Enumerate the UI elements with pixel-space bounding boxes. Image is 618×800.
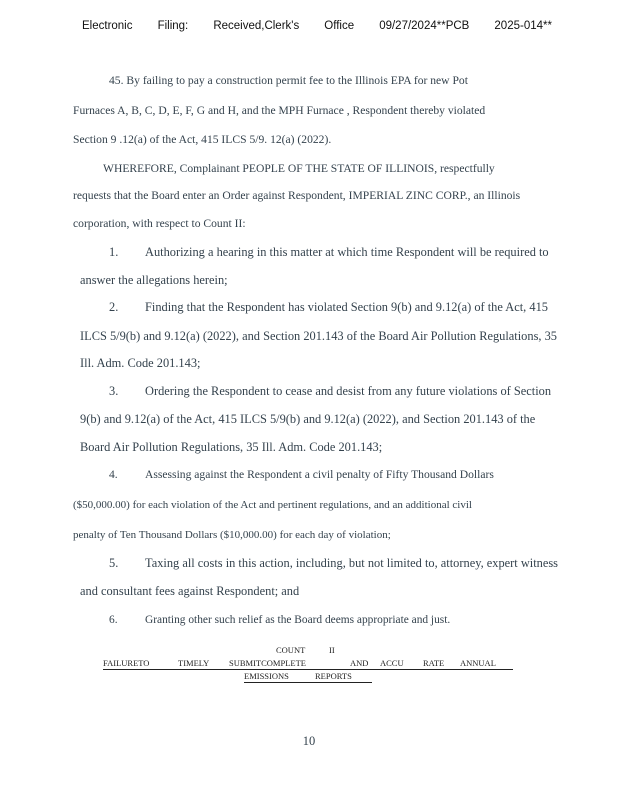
- item5-text1: Taxing all costs in this action, including, but not limited to, attorney, expert witness: [145, 556, 559, 570]
- filing-header: [82, 20, 552, 32]
- item6-number: 6.: [109, 614, 118, 626]
- count-heading-word8: EMISSIONS: [244, 671, 289, 681]
- item4-text1: Assessing against the Respondent a civil penalty of Fifty Thousand Dollars: [145, 468, 494, 481]
- count-heading-label: COUNT: [276, 645, 306, 655]
- para45-line2: Furnaces A, B, C, D, E, F, G and H, and the MPH Furnace , Respondent thereby violated: [73, 104, 486, 117]
- count-heading-word9: REPORTS: [315, 671, 352, 681]
- count-heading-underline1: [103, 669, 513, 670]
- item3-text1: Ordering the Respondent to cease and desist from any future violations of Section: [145, 384, 552, 398]
- item6-text1: Granting other such relief as the Board deems appropriate and just.: [145, 614, 451, 626]
- item2-line1: [109, 300, 548, 314]
- item3-line3: Board Air Pollution Regulations, 35 Ill. Adm. Code 201.143;: [80, 440, 383, 454]
- item4-number: 4.: [109, 468, 118, 481]
- item6-line1: [109, 613, 450, 627]
- item1-text1: Authorizing a hearing in this matter at which time Respondent will be required to: [145, 245, 549, 259]
- item2-line2: ILCS 5/9(b) and 9.12(a) (2022), and Section 201.143 of the Board Air Pollution Regulations, 35: [80, 329, 557, 343]
- count-heading-word4: AND: [350, 658, 369, 668]
- count-heading-word6: RATE: [423, 658, 445, 668]
- item3-number: 3.: [109, 384, 119, 398]
- item1-number: 1.: [109, 245, 119, 259]
- item5-line1: [109, 556, 558, 570]
- para45-line3: Section 9 .12(a) of the Act, 415 ILCS 5/9. 12(a) (2022).: [73, 133, 332, 146]
- count-heading-word2: TIMELY: [178, 658, 210, 668]
- item2-line3: Ill. Adm. Code 201.143;: [80, 356, 201, 370]
- item4-line1: [109, 468, 494, 482]
- header-office: Office: [324, 20, 355, 32]
- header-electronic: Electronic: [82, 20, 133, 32]
- header-date: 09/27/2024**PCB: [379, 20, 470, 32]
- item5-number: 5.: [109, 556, 119, 570]
- item5-line2: and consultant fees against Respondent; and: [80, 584, 300, 598]
- header-case-number: 2025-014**: [494, 20, 552, 32]
- item2-text1: Finding that the Respondent has violated Section 9(b) and 9.12(a) of the Act, 415: [145, 300, 548, 314]
- para45-line1: 45. By failing to pay a construction permit fee to the Illinois EPA for new Pot: [109, 74, 468, 87]
- page-number: 10: [302, 734, 316, 748]
- count-heading-word5: ACCU: [380, 658, 404, 668]
- header-received: Received,Clerk's: [213, 20, 300, 32]
- wherefore-line1: WHEREFORE, Complainant PEOPLE OF THE STATE OF ILLINOIS, respectfully: [103, 162, 495, 175]
- wherefore-line3: corporation, with respect to Count II:: [73, 217, 246, 230]
- count-heading-underline2: [244, 682, 372, 683]
- item4-line2: ($50,000.00) for each violation of the Act and pertinent regulations, and an additional civil: [73, 499, 472, 511]
- item4-line3: penalty of Ten Thousand Dollars ($10,000.00) for each day of violation;: [73, 529, 391, 541]
- header-filing: Filing:: [157, 20, 189, 32]
- count-heading-roman: II: [329, 645, 335, 655]
- count-heading-word7: ANNUAL: [460, 658, 496, 668]
- item3-line1: [109, 384, 551, 398]
- item3-line2: 9(b) and 9.12(a) of the Act, 415 ILCS 5/9(b) and 9.12(a) (2022), and Section 201.143 of the: [80, 412, 536, 426]
- item1-line1: [109, 245, 549, 259]
- item2-number: 2.: [109, 300, 119, 314]
- wherefore-line2: requests that the Board enter an Order against Respondent, IMPERIAL ZINC CORP., an Illinois: [73, 189, 521, 202]
- item1-line2: answer the allegations herein;: [80, 273, 228, 287]
- count-heading-word1: FAILURETO: [103, 658, 150, 668]
- count-heading-word3: SUBMITCOMPLETE: [229, 658, 306, 668]
